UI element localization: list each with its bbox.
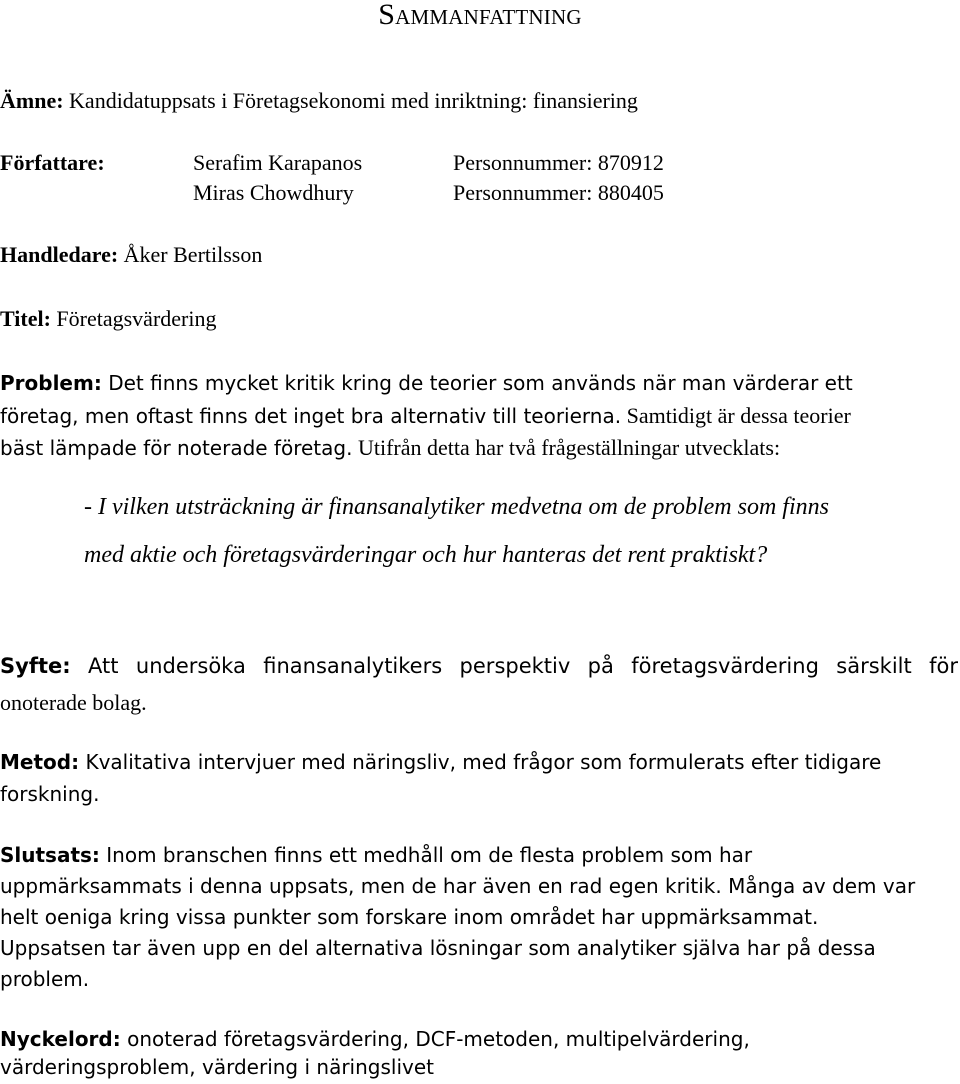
research-question-line-1: - I vilken utsträckning är finansanalytiker medvetna om de problem som finns xyxy=(84,494,829,520)
author-1-pnr: Personnummer: 870912 xyxy=(453,150,664,175)
conclusion-line-5: problem. xyxy=(0,967,90,991)
subject-label: Ämne: xyxy=(0,88,64,113)
keywords-line-1: Nyckelord: onoterad företagsvärdering, DCF-metoden, multipelvärdering, xyxy=(0,1027,750,1051)
conclusion-line-1: Slutsats: Inom branschen finns ett medhåll om de flesta problem som har xyxy=(0,843,753,867)
conclusion-line-4: Uppsatsen tar även upp en del alternativa lösningar som analytiker själva har på dessa xyxy=(0,936,876,960)
purpose-label: Syfte: xyxy=(0,654,71,678)
keywords-label: Nyckelord: xyxy=(0,1027,121,1051)
author-2-name: Miras Chowdhury xyxy=(193,180,354,205)
supervisor-name: Åker Bertilsson xyxy=(118,242,263,267)
author-1-name: Serafim Karapanos xyxy=(193,150,363,175)
supervisor-line xyxy=(0,242,262,268)
conclusion-line-2: uppmärksammats i denna uppsats, men de har även en rad egen kritik. Många av dem var xyxy=(0,874,916,898)
title-line xyxy=(0,306,216,332)
research-question-line-2: med aktie och företagsvärderingar och hur hanteras det rent praktiskt? xyxy=(84,542,768,568)
method-line-1: Metod: Kvalitativa intervjuer med näringsliv, med frågor som formulerats efter tidigare xyxy=(0,750,882,774)
problem-line-3: bäst lämpade för noterade företag. Utifrån detta har två frågeställningar utvecklats: xyxy=(0,435,781,460)
purpose-line-1: Syfte: Att undersöka finansanalytikers perspektiv på företagsvärdering särskilt för xyxy=(0,654,958,678)
author-2-pnr: Personnummer: 880405 xyxy=(453,180,664,205)
title-text: Företagsvärdering xyxy=(50,306,217,331)
page-title: Sammanfattning xyxy=(378,0,582,31)
method-line-2: forskning. xyxy=(0,782,100,806)
keywords-line-2: värderingsproblem, värdering i näringslivet xyxy=(0,1055,434,1079)
problem-label: Problem: xyxy=(0,371,102,395)
subject-text: Kandidatuppsats i Företagsekonomi med inriktning: finansiering xyxy=(63,88,638,113)
conclusion-line-3: helt oeniga kring vissa punkter som forskare inom området har uppmärksammat. xyxy=(0,905,819,929)
supervisor-label: Handledare: xyxy=(0,242,119,267)
authors-label: Författare: xyxy=(0,150,105,175)
title-label: Titel: xyxy=(0,306,51,331)
problem-line-1: Problem: Det finns mycket kritik kring de teorier som används när man värderar ett xyxy=(0,371,853,395)
subject-line xyxy=(0,88,638,114)
purpose-line-2: onoterade bolag. xyxy=(0,690,147,715)
conclusion-label: Slutsats: xyxy=(0,843,100,867)
problem-line-2: företag, men oftast finns det inget bra alternativ till teorierna. Samtidigt är dessa teorier xyxy=(0,403,851,428)
method-label: Metod: xyxy=(0,750,80,774)
